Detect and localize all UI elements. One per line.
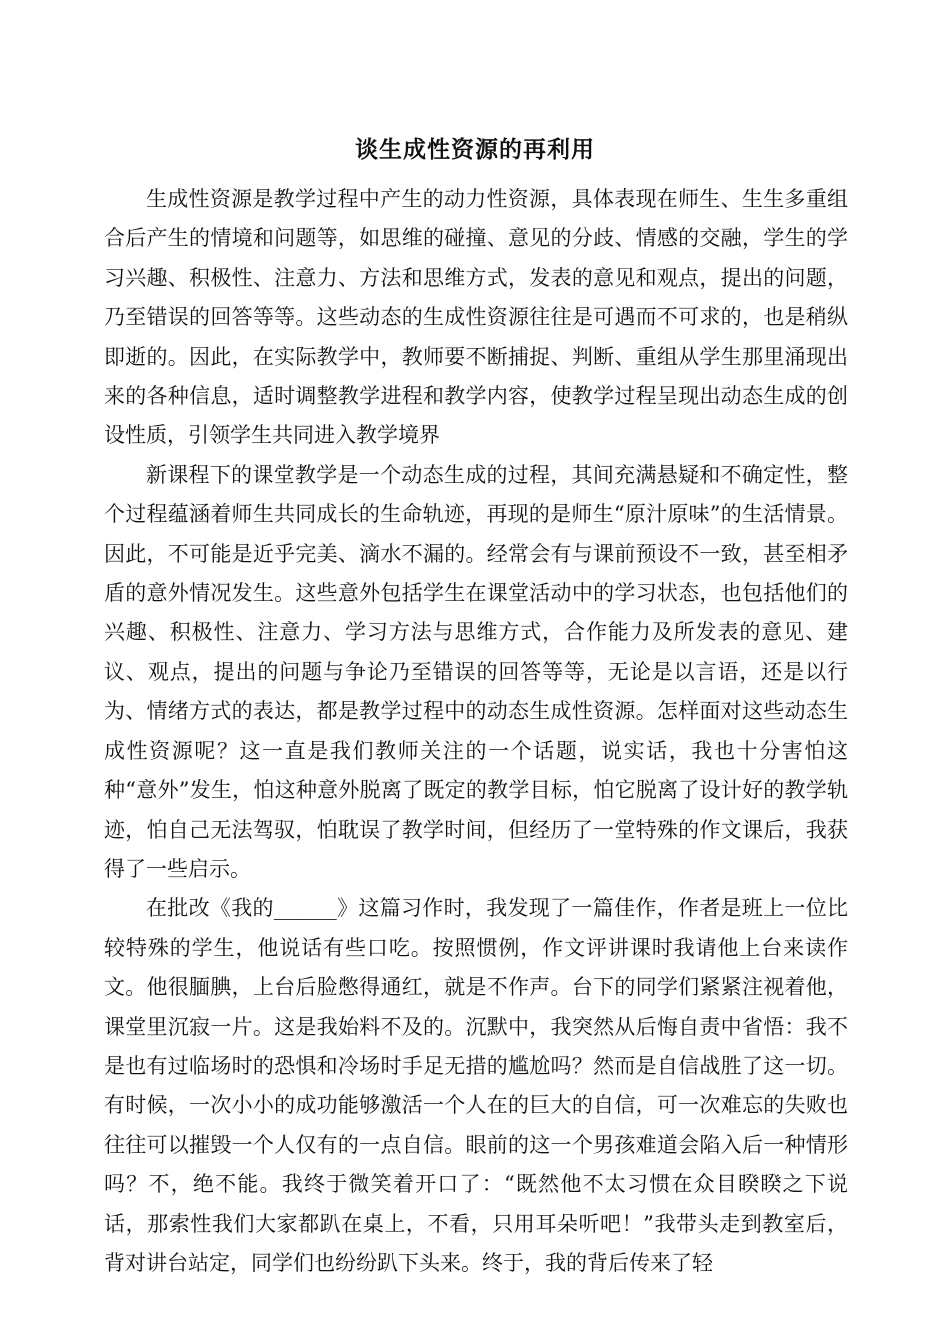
paragraph-3: 在批改《我的______》这篇习作时，我发现了一篇佳作，作者是班上一位比较特殊的学生，他说话有些口吃。按照惯例，作文评讲课时我请他上台来读作文。他很腼腆，上台后脸憋得通红，就是不作声。台下的同学们紧紧注视着他，课堂里沉寂一片。这是我始料不及的。沉默中，我突然从后悔自责中省悟：我不是也有过临场时的恐惧和冷场时手足无措的尴尬吗？然而是自信战胜了这一切。有时候，一次小小的成功能够激活一个人在的巨大的自信，可一次难忘的失败也往往可以摧毁一个人仅有的一点自信。眼前的这一个男孩难道会陷入后一种情形吗？不，绝不能。我终于微笑着开口了：“既然他不太习惯在众目睽睽之下说话，那索性我们大家都趴在桌上，不看，只用耳朵听吧！”我带头走到教室后，背对讲台站定，同学们也纷纷趴下头来。终于，我的背后传来了轻: [104, 896, 848, 1275]
paragraph-1: 生成性资源是教学过程中产生的动力性资源，具体表现在师生、生生多重组合后产生的情境和问题等，如思维的碰撞、意见的分歧、情感的交融，学生的学习兴趣、积极性、注意力、方法和思维方式，发表的意见和观点，提出的问题，乃至错误的回答等等。这些动态的生成性资源往往是可遇而不可求的，也是稍纵即逝的。因此，在实际教学中，教师要不断捕捉、判断、重组从学生那里涌现出来的各种信息，适时调整教学进程和教学内容，使教学过程呈现出动态生成的创设性质，引领学生共同进入教学境界: [104, 187, 848, 448]
paragraph-2: 新课程下的课堂教学是一个动态生成的过程，其间充满悬疑和不确定性，整个过程蕴涵着师生共同成长的生命轨迹，再现的是师生“原汁原味”的生活情景。因此，不可能是近乎完美、滴水不漏的。经常会有与课前预设不一致，甚至相矛盾的意外情况发生。这些意外包括学生在课堂活动中的学习状态，也包括他们的兴趣、积极性、注意力、学习方法与思维方式，合作能力及所发表的意见、建议、观点，提出的问题与争论乃至错误的回答等等，无论是以言语，还是以行为、情绪方式的表达，都是教学过程中的动态生成性资源。怎样面对这些动态生成性资源呢？这一直是我们教师关注的一个话题，说实话，我也十分害怕这种“意外”发生，怕这种意外脱离了既定的教学目标，怕它脱离了设计好的教学轨迹，怕自己无法驾驭，怕耽误了教学时间，但经历了一堂特殊的作文课后，我获得了一些启示。: [104, 462, 848, 881]
document-title: 谈生成性资源的再利用: [355, 136, 595, 163]
document-body: [104, 180, 848, 1283]
